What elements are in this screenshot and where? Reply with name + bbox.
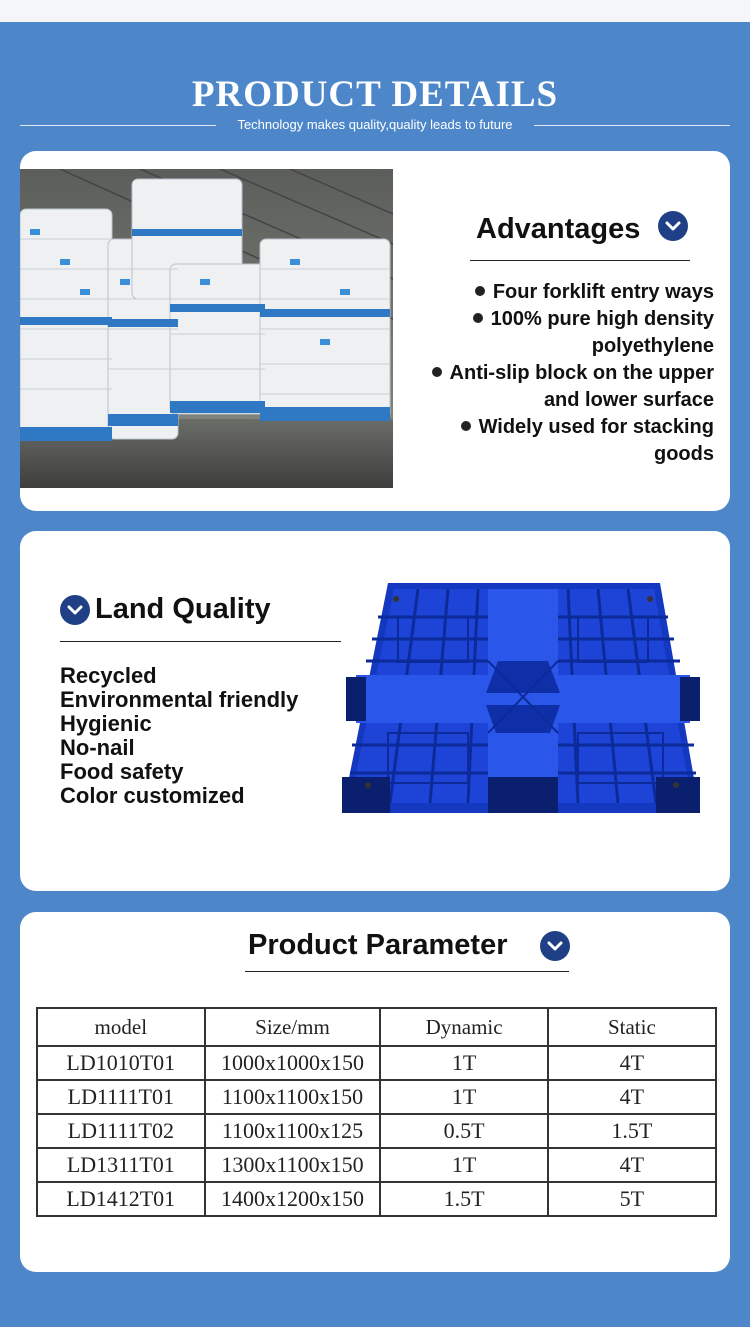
page-title: PRODUCT DETAILS	[191, 74, 559, 115]
bullet-icon	[432, 367, 442, 377]
list-item: Four forklift entry ways	[390, 279, 714, 306]
table-row	[37, 1114, 716, 1148]
table-row	[37, 1182, 716, 1216]
advantages-list	[390, 279, 714, 468]
land-quality-card	[20, 531, 730, 891]
table-cell: 1.5T	[380, 1182, 547, 1216]
list-item-continued: and lower surface	[543, 389, 714, 411]
list-item: No-nail	[60, 735, 135, 760]
warehouse-photo	[20, 169, 393, 488]
advantages-card	[20, 151, 730, 511]
column-header: model	[37, 1008, 205, 1046]
table-row	[37, 1080, 716, 1114]
divider-left	[20, 125, 216, 126]
list-item: Color customized	[60, 783, 245, 808]
table-cell: 4T	[548, 1148, 716, 1182]
table-cell: 0.5T	[380, 1114, 547, 1148]
list-item: 100% pure high density	[390, 306, 714, 333]
table-cell: 5T	[548, 1182, 716, 1216]
list-item: Hygienic	[60, 711, 152, 736]
list-item: Recycled	[60, 663, 157, 688]
table-row	[37, 1046, 716, 1080]
table-cell: LD1010T01	[37, 1046, 205, 1080]
bullet-icon	[475, 286, 485, 296]
table-cell: 1100x1100x125	[205, 1114, 381, 1148]
table-cell: 4T	[548, 1046, 716, 1080]
table-cell: 1.5T	[548, 1114, 716, 1148]
product-parameter-title: Product Parameter	[248, 929, 508, 961]
bullet-icon	[473, 313, 483, 323]
land-quality-list	[60, 664, 298, 808]
chevron-down-circle-icon	[658, 211, 688, 241]
table-cell: 1T	[380, 1046, 547, 1080]
list-item: Anti-slip block on the upper	[390, 360, 714, 387]
product-parameter-divider	[245, 971, 569, 972]
table-cell: 1300x1100x150	[205, 1148, 381, 1182]
table-cell: LD1311T01	[37, 1148, 205, 1182]
list-item-continued: polyethylene	[591, 335, 714, 357]
table-cell: 4T	[548, 1080, 716, 1114]
top-strip	[0, 0, 750, 22]
table-cell: 1000x1000x150	[205, 1046, 381, 1080]
table-row	[37, 1148, 716, 1182]
divider-right	[534, 125, 730, 126]
chevron-down-circle-icon	[60, 595, 90, 625]
list-item: Food safety	[60, 759, 184, 784]
table-cell: 1100x1100x150	[205, 1080, 381, 1114]
column-header: Dynamic	[380, 1008, 547, 1046]
list-item-continued: goods	[654, 443, 714, 465]
subtitle-row	[0, 116, 750, 136]
plastic-pallet-image	[338, 577, 708, 827]
table-cell: LD1111T02	[37, 1114, 205, 1148]
chevron-down-circle-icon	[540, 931, 570, 961]
bullet-icon	[461, 421, 471, 431]
page-header	[0, 72, 750, 118]
advantages-title: Advantages	[476, 213, 641, 245]
table-cell: 1400x1200x150	[205, 1182, 381, 1216]
table-cell: LD1412T01	[37, 1182, 205, 1216]
list-item: Environmental friendly	[60, 687, 299, 712]
table-cell: 1T	[380, 1148, 547, 1182]
page-subtitle: Technology makes quality,quality leads to future	[237, 117, 513, 132]
column-header: Size/mm	[205, 1008, 381, 1046]
land-quality-divider	[60, 641, 341, 642]
land-quality-title: Land Quality	[95, 593, 271, 625]
product-parameter-card	[20, 912, 730, 1272]
list-item: Widely used for stacking	[390, 414, 714, 441]
table-header-row	[37, 1008, 716, 1046]
table-cell: LD1111T01	[37, 1080, 205, 1114]
parameter-table	[36, 1007, 717, 1217]
table-cell: 1T	[380, 1080, 547, 1114]
column-header: Static	[548, 1008, 716, 1046]
advantages-divider	[470, 260, 690, 261]
